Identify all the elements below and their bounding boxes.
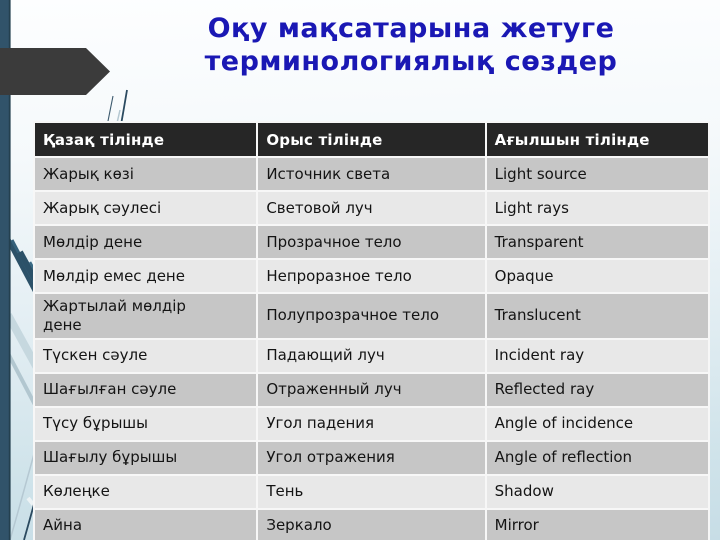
table-cell: Түсу бұрышы [35, 408, 256, 440]
table-cell: Light source [487, 158, 708, 190]
table-cell: Мөлдір емес дене [35, 260, 256, 292]
slide-title-line2: терминологиялық сөздер [204, 46, 618, 78]
table-cell: Угол падения [258, 408, 484, 440]
table-cell: Жарық көзі [35, 158, 256, 190]
table-cell: Отраженный луч [258, 374, 484, 406]
table-cell: Зеркало [258, 510, 484, 540]
table-cell: Жартылай мөлдір дене [35, 294, 256, 338]
table-cell: Angle of incidence [487, 408, 708, 440]
table-cell: Mirror [487, 510, 708, 540]
header-cell: Қазақ тілінде [35, 123, 256, 156]
table-cell: Тень [258, 476, 484, 508]
table-cell: Падающий луч [258, 340, 484, 372]
right-arrow-shape [0, 48, 110, 95]
table-row [35, 260, 708, 292]
table-cell: Источник света [258, 158, 484, 190]
table-row [35, 510, 708, 540]
table-cell: Угол отражения [258, 442, 484, 474]
table-cell: Түскен сәуле [35, 340, 256, 372]
table-cell: Transparent [487, 226, 708, 258]
table-cell: Прозрачное тело [258, 226, 484, 258]
header-cell: Ағылшын тілінде [487, 123, 708, 156]
table-row [35, 192, 708, 224]
table-cell: Шағылған сәуле [35, 374, 256, 406]
table-cell: Шағылу бұрышы [35, 442, 256, 474]
table-row [35, 294, 708, 338]
table-cell: Мөлдір дене [35, 226, 256, 258]
table-cell: Translucent [487, 294, 708, 338]
table-cell: Световой луч [258, 192, 484, 224]
table-cell: Непроразное тело [258, 260, 484, 292]
table-cell: Көлеңке [35, 476, 256, 508]
table-cell: Angle of reflection [487, 442, 708, 474]
terminology-table [33, 121, 710, 540]
table-cell: Полупрозрачное тело [258, 294, 484, 338]
table-cell: Reflected ray [487, 374, 708, 406]
table-row [35, 442, 708, 474]
table-header-row [35, 123, 708, 156]
table-row [35, 408, 708, 440]
table-cell: Incident ray [487, 340, 708, 372]
table-cell: Жарық сәулесі [35, 192, 256, 224]
slide-title-line1: Оқу мақсатарына жетуге [207, 13, 615, 44]
table-cell: Shadow [487, 476, 708, 508]
table-cell: Айна [35, 510, 256, 540]
table-cell: Opaque [487, 260, 708, 292]
table-row [35, 374, 708, 406]
header-cell: Орыс тілінде [258, 123, 484, 156]
table-row [35, 158, 708, 190]
table-row [35, 340, 708, 372]
terminology-table-container [33, 121, 710, 540]
table-cell: Light rays [487, 192, 708, 224]
table-row [35, 226, 708, 258]
table-row [35, 476, 708, 508]
slide-title [115, 12, 707, 78]
